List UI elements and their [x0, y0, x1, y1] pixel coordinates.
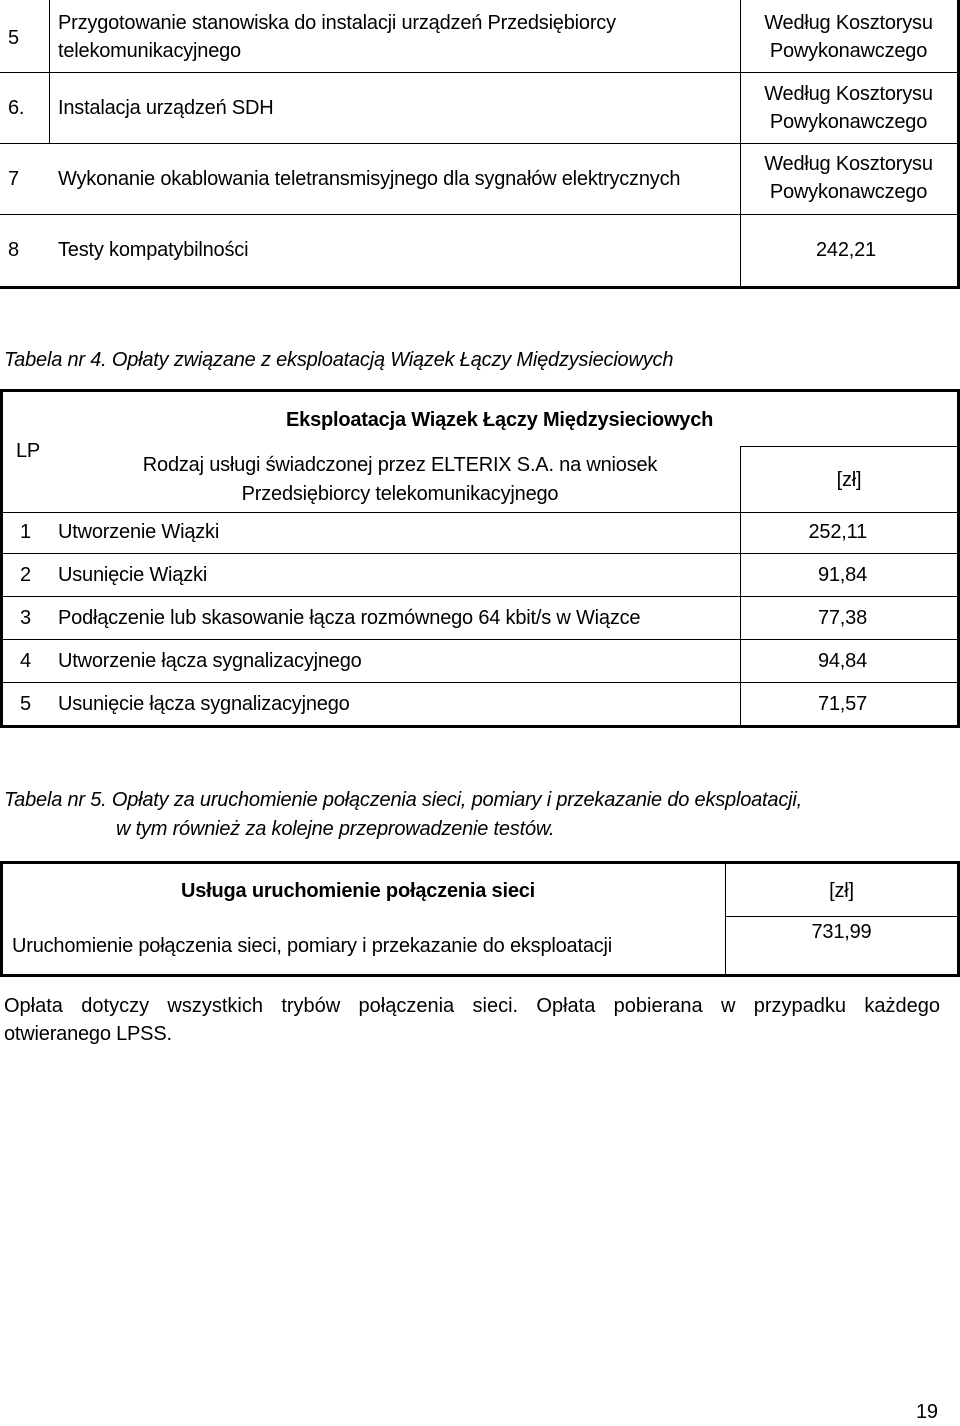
price-cell-line: Według Kosztorysu [764, 153, 933, 175]
service-cell-line: Instalacja urządzeń SDH [58, 97, 274, 119]
fee-note-line2: otwieranego LPSS. [4, 1023, 172, 1045]
caption-label: Tabela nr 5. [4, 789, 107, 811]
price-cell: 91,84 [817, 564, 867, 586]
table-4-main-header: Eksploatacja Wiązek Łączy Międzysieciowych [286, 409, 714, 431]
caption-label: Tabela nr 4. [4, 349, 107, 371]
fee-note-word: w [720, 995, 736, 1017]
lp-cell: 8 [8, 239, 19, 261]
service-cell: Utworzenie Wiązki [58, 521, 220, 543]
fee-note-word: Opłata [4, 995, 63, 1017]
price-cell: 71,57 [817, 693, 867, 715]
lp-cell: 1 [20, 521, 31, 543]
price-cell-line: Według Kosztorysu [764, 83, 933, 105]
price-cell-line: Powykonawczego [769, 40, 928, 62]
fee-note-word: pobierana [613, 995, 703, 1017]
page-number: 19 [916, 1401, 938, 1423]
lp-cell: 4 [20, 650, 31, 672]
fee-note-word: połączenia [358, 995, 455, 1017]
table-4-caption [4, 346, 673, 374]
lp-header: LP [16, 440, 41, 462]
unit-header: [zł] [829, 880, 854, 902]
service-cell: Usunięcie łącza sygnalizacyjnego [58, 693, 350, 715]
service-cell: Usunięcie Wiązki [58, 564, 208, 586]
fee-note-word: sieci. [472, 995, 519, 1017]
price-cell-line: 242,21 [816, 239, 876, 261]
fee-note-line1 [4, 992, 940, 1020]
service-cell-line: Wykonanie okablowania teletransmisyjnego dla sygnałów elektrycznych [58, 168, 681, 190]
price-cell: 94,84 [817, 650, 867, 672]
price-cell-line: Powykonawczego [769, 111, 928, 133]
lp-cell: 6. [8, 97, 25, 119]
fee-note-word: Opłata [536, 995, 596, 1017]
fee-note-word: każdego [864, 995, 940, 1017]
price-cell: 77,38 [817, 607, 867, 629]
fee-note-word: wszystkich [167, 995, 263, 1017]
table-5-service-header: Usługa uruchomienie połączenia sieci [181, 880, 536, 902]
price-cell-line: Według Kosztorysu [764, 12, 933, 34]
unit-header: [zł] [836, 469, 862, 491]
caption-text: Opłaty za uruchomienie połączenia sieci, pomiary i przekazanie do eksploatacji, [111, 789, 802, 811]
lp-cell: 7 [8, 168, 19, 190]
service-cell-line: Testy kompatybilności [58, 239, 249, 261]
fee-note-word: trybów [281, 995, 341, 1017]
price-cell: 252,11 [808, 521, 867, 543]
lp-cell: 3 [20, 607, 31, 629]
price-cell: 731,99 [811, 921, 872, 943]
service-cell-line: Przygotowanie stanowiska do instalacji urządzeń Przedsiębiorcy [58, 12, 616, 34]
service-cell: Utworzenie łącza sygnalizacyjnego [58, 650, 362, 672]
price-cell-line: Powykonawczego [769, 181, 928, 203]
service-cell: Podłączenie lub skasowanie łącza rozmównego 64 kbit/s w Wiązce [58, 607, 641, 629]
lp-cell: 5 [8, 27, 19, 49]
fee-note-word: dotyczy [81, 995, 150, 1017]
caption-text: Opłaty związane z eksploatacją Wiązek Łączy Międzysieciowych [111, 349, 674, 371]
lp-cell: 2 [20, 564, 31, 586]
service-type-header: Rodzaj usługi świadczonej przez ELTERIX S.A. na wniosek [142, 454, 658, 476]
lp-cell: 5 [20, 693, 31, 715]
fee-note-word: przypadku [753, 995, 847, 1017]
service-cell-line: telekomunikacyjnego [58, 40, 241, 62]
service-cell: Uruchomienie połączenia sieci, pomiary i przekazanie do eksploatacji [12, 935, 613, 957]
service-type-header-line2: Przedsiębiorcy telekomunikacyjnego [241, 483, 559, 505]
caption-text-line2: w tym również za kolejne przeprowadzenie testów. [116, 818, 555, 840]
